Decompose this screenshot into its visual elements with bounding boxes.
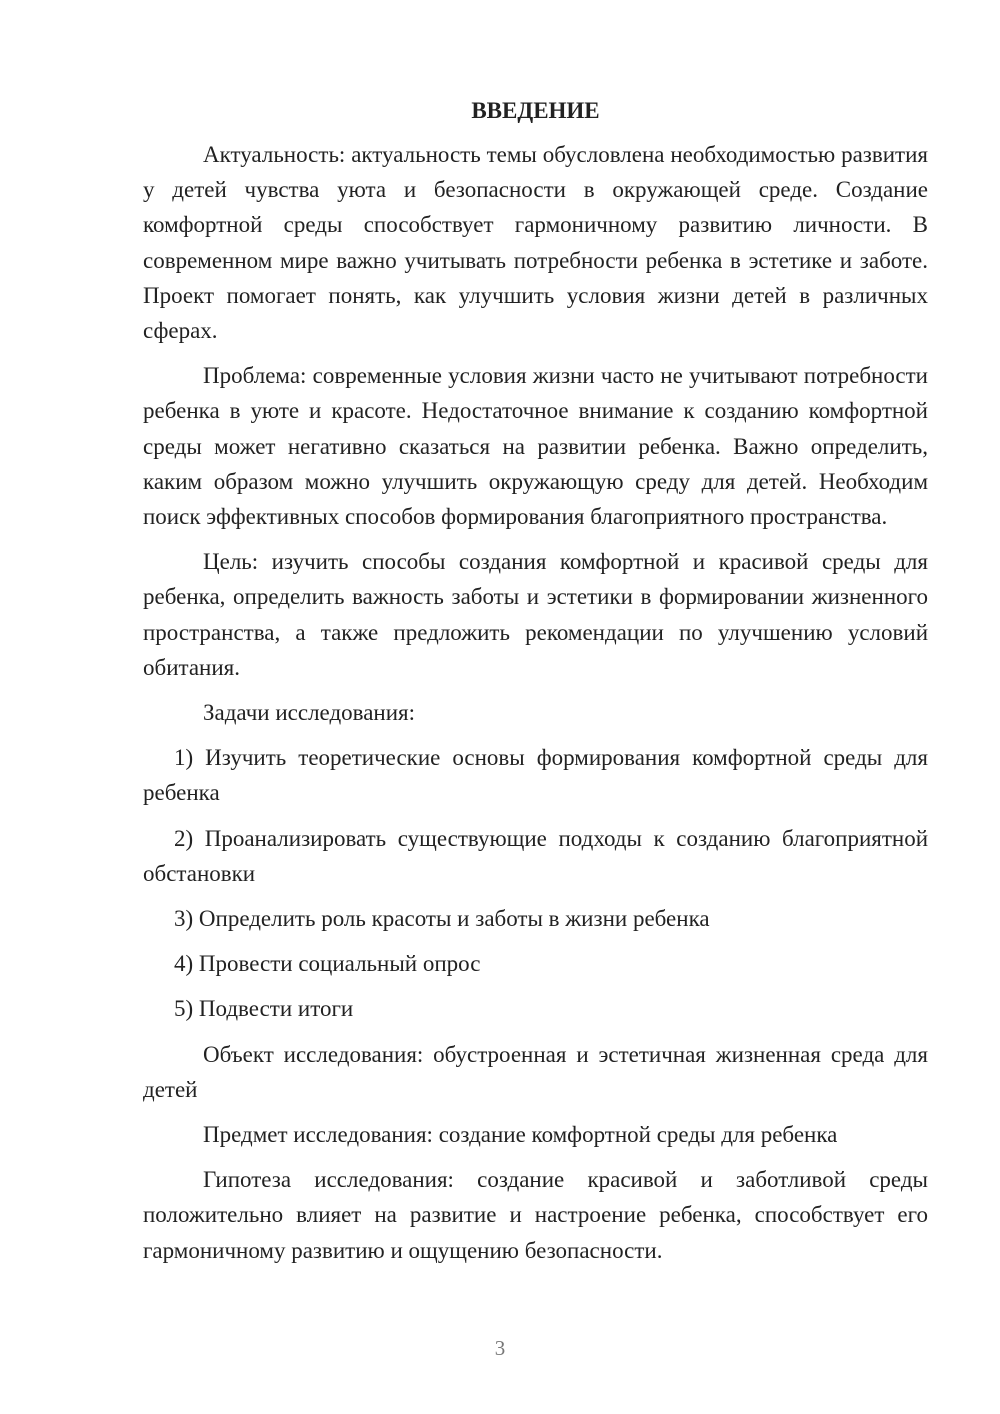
tasks-heading: Задачи исследования: [203,700,416,726]
task-item-4: 4) Провести социальный опрос [174,951,481,977]
relevance-paragraph: Актуальность: актуальность темы обусловлена необходимостью развития у детей чувства уюта и безопасности в окружающей среде. Создание комфортной среды способствует гармоничному развитию личности. В современном мире важно учитывать потребности ребенка в эстетике и заботе. Проект помогает понять, как улучшить условия жизни детей в различных сферах. [143,142,928,344]
section-title: ВВЕДЕНИЕ [471,98,600,123]
task-item-3: 3) Определить роль красоты и заботы в жизни ребенка [174,906,710,932]
task-item-1: 1) Изучить теоретические основы формирования комфортной среды для ребенка [143,745,928,806]
task-item-5: 5) Подвести итоги [174,996,354,1022]
hypothesis-paragraph: Гипотеза исследования: создание красивой и заботливой среды положительно влияет на развитие и настроение ребенка, способствует его гармоничному развитию и ощущению безопасности. [143,1167,928,1263]
goal-paragraph: Цель: изучить способы создания комфортной и красивой среды для ребенка, определить важность заботы и эстетики в формировании жизненного пространства, а также предложить рекомендации по улучшению условий обитания. [143,549,928,680]
problem-paragraph: Проблема: современные условия жизни часто не учитывают потребности ребенка в уюте и красоте. Недостаточное внимание к созданию комфортной среды может негативно сказаться на развитии ребенка. Важно определить, каким образом можно улучшить окружающую среду для детей. Необходим поиск эффективных способов формирования благоприятного пространства. [143,363,928,530]
object-paragraph: Объект исследования: обустроенная и эстетичная жизненная среда для детей [143,1041,928,1102]
subject-paragraph: Предмет исследования: создание комфортной среды для ребенка [203,1122,838,1148]
task-item-2: 2) Проанализировать существующие подходы к созданию благоприятной обстановки [143,825,928,886]
page-number: 3 [494,1336,506,1360]
